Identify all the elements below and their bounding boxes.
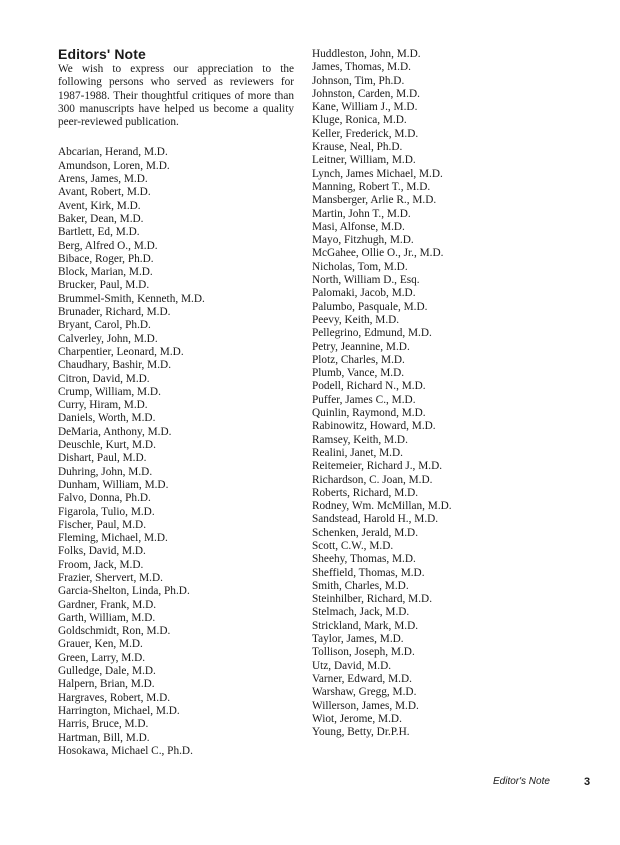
reviewer-name: Warshaw, Gregg, M.D. (312, 686, 417, 699)
reviewer-name: Richardson, C. Joan, M.D. (312, 473, 433, 486)
reviewer-name: Dunham, William, M.D. (58, 478, 169, 491)
reviewer-name: Citron, David, M.D. (58, 372, 150, 385)
reviewer-name: Gulledge, Dale, M.D. (58, 665, 156, 678)
running-footer-title: Editor's Note (493, 776, 550, 787)
page-title: Editors' Note (58, 46, 146, 62)
reviewer-name: McGahee, Ollie O., Jr., M.D. (312, 247, 444, 260)
reviewer-name: Hartman, Bill, M.D. (58, 731, 150, 744)
reviewer-name: Dishart, Paul, M.D. (58, 452, 147, 465)
reviewer-name: Reitemeier, Richard J., M.D. (312, 460, 443, 473)
reviewer-name: Krause, Neal, Ph.D. (312, 141, 403, 154)
reviewer-name: Sheehy, Thomas, M.D. (312, 553, 416, 566)
reviewer-name: Mansberger, Arlie R., M.D. (312, 194, 437, 207)
right-column (312, 48, 572, 739)
reviewer-name: Schenken, Jerald, M.D. (312, 526, 419, 539)
reviewer-name: Froom, Jack, M.D. (58, 558, 144, 571)
reviewer-name: Bartlett, Ed, M.D. (58, 226, 140, 239)
reviewer-name: Strickland, Mark, M.D. (312, 619, 419, 632)
reviewer-name: Palomaki, Jacob, M.D. (312, 287, 416, 300)
reviewer-name: Wiot, Jerome, M.D. (312, 712, 402, 725)
reviewer-name: Realini, Janet, M.D. (312, 446, 403, 459)
reviewer-name: Peevy, Keith, M.D. (312, 313, 400, 326)
reviewer-name: Halpern, Brian, M.D. (58, 678, 155, 691)
reviewer-name: Calverley, John, M.D. (58, 332, 158, 345)
reviewer-name: Arens, James, M.D. (58, 173, 148, 186)
reviewer-list-right (312, 48, 572, 739)
reviewer-name: Young, Betty, Dr.P.H. (312, 726, 410, 739)
reviewer-name: Ramsey, Keith, M.D. (312, 433, 408, 446)
reviewer-name: James, Thomas, M.D. (312, 61, 411, 74)
reviewer-name: Duhring, John, M.D. (58, 465, 153, 478)
reviewer-name: Petry, Jeannine, M.D. (312, 340, 410, 353)
reviewer-name: Baker, Dean, M.D. (58, 212, 144, 225)
reviewer-name: Varner, Edward, M.D. (312, 672, 412, 685)
reviewer-name: Lynch, James Michael, M.D. (312, 167, 443, 180)
reviewer-name: Tollison, Joseph, M.D. (312, 646, 415, 659)
reviewer-name: Folks, David, M.D. (58, 545, 146, 558)
reviewer-name: Goldschmidt, Ron, M.D. (58, 625, 171, 638)
reviewer-name: Fleming, Michael, M.D. (58, 532, 168, 545)
reviewer-name: Taylor, James, M.D. (312, 633, 404, 646)
reviewer-name: Mayo, Fitzhugh, M.D. (312, 234, 414, 247)
reviewer-name: Gardner, Frank, M.D. (58, 598, 157, 611)
reviewer-name: Bibace, Roger, Ph.D. (58, 252, 154, 265)
reviewer-name: Steinhilber, Richard, M.D. (312, 593, 433, 606)
reviewer-name: Johnson, Tim, Ph.D. (312, 74, 405, 87)
reviewer-name: Harris, Bruce, M.D. (58, 718, 149, 731)
reviewer-name: Bryant, Carol, Ph.D. (58, 319, 151, 332)
reviewer-name: Masi, Alfonse, M.D. (312, 220, 405, 233)
reviewer-name: Brucker, Paul, M.D. (58, 279, 150, 292)
reviewer-name: Grauer, Ken, M.D. (58, 638, 143, 651)
reviewer-name: Brunader, Richard, M.D. (58, 306, 171, 319)
reviewer-name: Berg, Alfred O., M.D. (58, 239, 158, 252)
reviewer-name: Smith, Charles, M.D. (312, 579, 409, 592)
reviewer-name: Plotz, Charles, M.D. (312, 353, 405, 366)
reviewer-name: Garcia-Shelton, Linda, Ph.D. (58, 585, 190, 598)
reviewer-name: Fischer, Paul, M.D. (58, 518, 147, 531)
reviewer-name: Sandstead, Harold H., M.D. (312, 513, 439, 526)
reviewer-name: Willerson, James, M.D. (312, 699, 419, 712)
reviewer-name: Podell, Richard N., M.D. (312, 380, 426, 393)
reviewer-name: Palumbo, Pasquale, M.D. (312, 300, 428, 313)
reviewer-name: Deuschle, Kurt, M.D. (58, 439, 156, 452)
reviewer-name: Curry, Hiram, M.D. (58, 399, 148, 412)
reviewer-name: Hosokawa, Michael C., Ph.D. (58, 744, 193, 757)
reviewer-name: Figarola, Tulio, M.D. (58, 505, 155, 518)
reviewer-name: Sheffield, Thomas, M.D. (312, 566, 425, 579)
reviewer-name: Brummel-Smith, Kenneth, M.D. (58, 292, 205, 305)
reviewer-name: Puffer, James C., M.D. (312, 393, 416, 406)
reviewer-name: Block, Marian, M.D. (58, 266, 153, 279)
reviewer-name: Avent, Kirk, M.D. (58, 199, 141, 212)
reviewer-name: Harrington, Michael, M.D. (58, 704, 180, 717)
reviewer-name: Abcarian, Herand, M.D. (58, 146, 168, 159)
reviewer-name: Utz, David, M.D. (312, 659, 392, 672)
intro-paragraph: We wish to express our appreciation to the following persons who served as reviewers for 1987-1988. Their thoughtful critiques of more than 300 manuscripts have helped us become a quality peer-reviewed publication. (58, 63, 294, 129)
reviewer-name: Nicholas, Tom, M.D. (312, 260, 408, 273)
reviewer-name: Kane, William J., M.D. (312, 101, 418, 114)
reviewer-name: Garth, William, M.D. (58, 611, 156, 624)
reviewer-name: Amundson, Loren, M.D. (58, 159, 170, 172)
reviewer-name: Pellegrino, Edmund, M.D. (312, 327, 432, 340)
page-number: 3 (584, 776, 591, 788)
reviewer-name: Charpentier, Leonard, M.D. (58, 345, 184, 358)
reviewer-name: Rabinowitz, Howard, M.D. (312, 420, 436, 433)
reviewer-name: Huddleston, John, M.D. (312, 48, 421, 60)
reviewer-name: Rodney, Wm. McMillan, M.D. (312, 500, 452, 513)
reviewer-name: Frazier, Shervert, M.D. (58, 571, 163, 584)
reviewer-name: Daniels, Worth, M.D. (58, 412, 156, 425)
reviewer-name: North, William D., Esq. (312, 274, 420, 287)
reviewer-name: Johnston, Carden, M.D. (312, 87, 420, 100)
reviewer-name: Green, Larry, M.D. (58, 651, 146, 664)
reviewer-name: Manning, Robert T., M.D. (312, 180, 431, 193)
reviewer-name: Quinlin, Raymond, M.D. (312, 407, 426, 420)
reviewer-name: Falvo, Donna, Ph.D. (58, 492, 151, 505)
reviewer-name: Roberts, Richard, M.D. (312, 486, 419, 499)
reviewer-name: Martin, John T., M.D. (312, 207, 411, 220)
reviewer-name: Chaudhary, Bashir, M.D. (58, 359, 172, 372)
reviewer-list-left (58, 146, 298, 758)
reviewer-name: DeMaria, Anthony, M.D. (58, 425, 172, 438)
reviewer-name: Leitner, William, M.D. (312, 154, 416, 167)
reviewer-name: Avant, Robert, M.D. (58, 186, 151, 199)
reviewer-name: Kluge, Ronica, M.D. (312, 114, 407, 127)
reviewer-name: Plumb, Vance, M.D. (312, 367, 405, 380)
reviewer-name: Keller, Frederick, M.D. (312, 127, 419, 140)
reviewer-name: Scott, C.W., M.D. (312, 539, 394, 552)
reviewer-name: Crump, William, M.D. (58, 385, 161, 398)
page-footer (0, 775, 620, 791)
reviewer-name: Hargraves, Robert, M.D. (58, 691, 171, 704)
left-column (58, 45, 298, 758)
reviewer-name: Stelmach, Jack, M.D. (312, 606, 410, 619)
